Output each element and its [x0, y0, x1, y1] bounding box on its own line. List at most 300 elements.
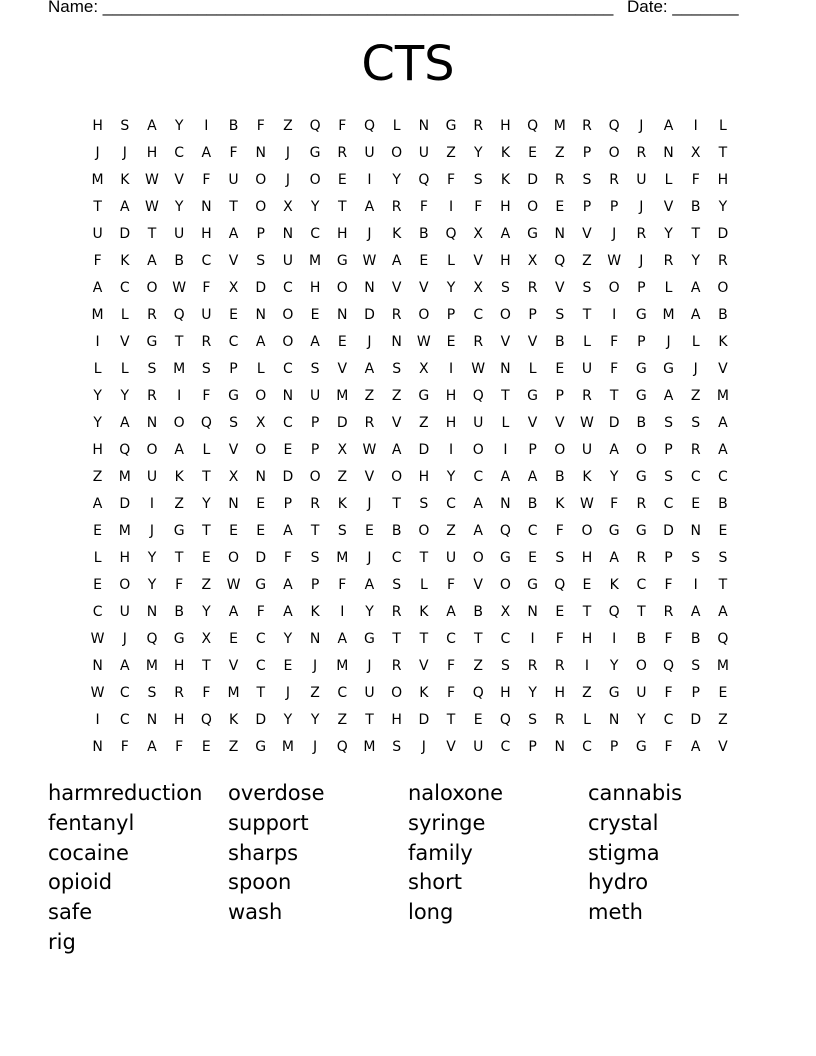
- grid-letter: H: [581, 630, 593, 647]
- grid-letter: W: [362, 441, 377, 458]
- grid-letter: J: [313, 657, 318, 674]
- grid-letter: B: [228, 117, 239, 134]
- grid-letter: A: [446, 603, 456, 620]
- grid-letter: C: [119, 684, 130, 701]
- grid-letter: R: [554, 657, 565, 674]
- grid-letter: G: [336, 252, 348, 269]
- grid-letter: I: [448, 360, 454, 377]
- grid-letter: V: [473, 576, 483, 593]
- grid-letter: F: [664, 630, 673, 647]
- grid-letter: Y: [609, 468, 619, 485]
- grid-letter: H: [146, 144, 158, 161]
- grid-letter: A: [337, 630, 348, 647]
- grid-letter: D: [418, 441, 430, 458]
- grid-letter: I: [584, 657, 590, 674]
- grid-letter: E: [337, 171, 347, 188]
- word-list-item: stigma: [588, 840, 660, 865]
- grid-letter: C: [201, 252, 212, 269]
- grid-letter: A: [364, 198, 375, 215]
- grid-letter: T: [256, 684, 265, 701]
- grid-letter: M: [91, 171, 104, 188]
- grid-letter: V: [663, 198, 674, 215]
- grid-letter: A: [663, 387, 674, 404]
- grid-letter: A: [609, 441, 619, 458]
- grid-letter: P: [528, 441, 537, 458]
- grid-letter: D: [119, 225, 131, 242]
- grid-letter: A: [283, 576, 293, 593]
- grid-letter: E: [365, 522, 374, 539]
- grid-letter: U: [418, 144, 429, 161]
- grid-letter: C: [92, 603, 103, 620]
- grid-letter: F: [338, 576, 347, 593]
- grid-letter: A: [283, 522, 293, 539]
- grid-letter: P: [555, 387, 564, 404]
- grid-letter: R: [364, 414, 375, 431]
- grid-letter: E: [283, 657, 293, 674]
- grid-letter: O: [472, 549, 484, 566]
- grid-letter: J: [421, 738, 426, 755]
- grid-letter: K: [555, 495, 565, 512]
- grid-letter: F: [664, 738, 673, 755]
- grid-letter: D: [255, 549, 267, 566]
- grid-letter: X: [283, 198, 293, 215]
- grid-letter: B: [174, 603, 184, 620]
- grid-letter: S: [201, 360, 211, 377]
- grid-letter: A: [718, 603, 728, 620]
- grid-letter: Z: [446, 144, 456, 161]
- grid-letter: K: [392, 225, 402, 242]
- grid-letter: Y: [609, 657, 619, 674]
- word-list-item: sharps: [228, 840, 299, 865]
- grid-letter: C: [283, 279, 293, 296]
- grid-letter: L: [583, 333, 591, 350]
- grid-letter: L: [501, 414, 510, 431]
- grid-letter: T: [202, 522, 211, 539]
- grid-letter: W: [471, 360, 486, 377]
- grid-letter: Y: [446, 279, 456, 296]
- grid-letter: E: [555, 198, 565, 215]
- grid-letter: G: [173, 630, 185, 647]
- grid-letter: E: [256, 522, 266, 539]
- grid-letter: R: [636, 495, 647, 512]
- grid-letter: O: [336, 279, 348, 296]
- grid-letter: M: [173, 360, 186, 377]
- grid-letter: M: [716, 657, 729, 674]
- grid-letter: X: [228, 468, 239, 485]
- grid-letter: G: [309, 144, 321, 161]
- grid-letter: Q: [608, 117, 620, 134]
- grid-letter: A: [690, 603, 701, 620]
- grid-letter: D: [717, 225, 729, 242]
- grid-letter: M: [145, 657, 159, 674]
- grid-letter: F: [338, 117, 347, 134]
- grid-letter: A: [500, 225, 511, 242]
- grid-letter: O: [499, 576, 511, 593]
- grid-letter: Z: [582, 684, 592, 701]
- grid-letter: R: [663, 603, 674, 620]
- grid-letter: T: [310, 522, 320, 539]
- grid-letter: S: [555, 306, 565, 323]
- grid-letter: D: [608, 414, 620, 431]
- grid-letter: C: [119, 711, 130, 728]
- grid-letter: Z: [228, 738, 239, 755]
- grid-letter: K: [120, 252, 130, 269]
- grid-letter: A: [201, 144, 212, 161]
- grid-letter: K: [582, 468, 592, 485]
- grid-letter: V: [473, 252, 483, 269]
- letter-grid: [84, 112, 736, 760]
- grid-letter: R: [147, 306, 157, 323]
- grid-letter: K: [337, 495, 347, 512]
- grid-letter: I: [95, 711, 100, 728]
- grid-letter: U: [146, 468, 158, 485]
- grid-letter: I: [693, 117, 698, 134]
- grid-letter: Q: [146, 630, 158, 647]
- grid-letter: M: [91, 306, 104, 323]
- grid-letter: A: [228, 225, 239, 242]
- grid-letter: A: [364, 360, 375, 377]
- grid-letter: O: [228, 549, 240, 566]
- grid-letter: S: [718, 549, 728, 566]
- grid-letter: O: [255, 171, 267, 188]
- grid-letter: E: [93, 576, 103, 593]
- grid-letter: T: [637, 603, 646, 620]
- grid-letter: Y: [473, 144, 483, 161]
- grid-letter: H: [337, 225, 348, 242]
- grid-letter: Y: [147, 549, 157, 566]
- grid-letter: J: [122, 630, 127, 647]
- grid-letter: W: [607, 252, 622, 269]
- grid-letter: J: [285, 144, 290, 161]
- grid-letter: X: [255, 414, 266, 431]
- grid-letter: S: [691, 549, 701, 566]
- word-list-item: safe: [48, 900, 93, 925]
- grid-letter: A: [690, 279, 701, 296]
- grid-letter: A: [310, 333, 320, 350]
- grid-letter: O: [255, 441, 267, 458]
- grid-letter: J: [122, 144, 127, 161]
- grid-letter: H: [581, 549, 593, 566]
- grid-letter: L: [93, 549, 102, 566]
- grid-letter: S: [473, 171, 483, 188]
- grid-letter: B: [174, 252, 184, 269]
- grid-letter: Q: [499, 522, 511, 539]
- grid-letter: T: [202, 657, 211, 674]
- grid-letter: T: [419, 630, 429, 647]
- grid-letter: H: [500, 117, 511, 134]
- grid-letter: W: [90, 684, 105, 701]
- grid-letter: K: [419, 684, 429, 701]
- grid-letter: E: [691, 495, 701, 512]
- grid-letter: H: [717, 171, 729, 188]
- grid-letter: F: [447, 684, 456, 701]
- grid-letter: R: [337, 144, 348, 161]
- grid-letter: T: [174, 333, 184, 350]
- grid-letter: R: [554, 171, 565, 188]
- grid-letter: U: [473, 414, 484, 431]
- grid-letter: T: [392, 495, 401, 512]
- grid-letter: M: [662, 306, 675, 323]
- grid-letter: A: [92, 495, 103, 512]
- grid-letter: C: [119, 279, 130, 296]
- grid-letter: F: [120, 738, 129, 755]
- grid-letter: Y: [283, 630, 293, 647]
- grid-letter: F: [691, 171, 700, 188]
- grid-letter: S: [555, 549, 565, 566]
- grid-letter: O: [418, 306, 430, 323]
- grid-letter: O: [255, 198, 267, 215]
- grid-letter: J: [367, 333, 372, 350]
- grid-letter: O: [309, 468, 321, 485]
- grid-letter: C: [500, 630, 511, 647]
- grid-letter: S: [256, 252, 266, 269]
- grid-letter: F: [202, 684, 211, 701]
- grid-letter: G: [418, 387, 430, 404]
- grid-letter: R: [201, 333, 212, 350]
- grid-letter: E: [229, 306, 238, 323]
- header-line: [48, 0, 748, 19]
- grid-letter: W: [362, 252, 377, 269]
- grid-letter: S: [691, 414, 701, 431]
- grid-letter: A: [473, 522, 483, 539]
- grid-letter: H: [173, 711, 185, 728]
- grid-letter: K: [174, 468, 184, 485]
- grid-letter: V: [228, 657, 239, 674]
- grid-letter: N: [146, 603, 158, 620]
- grid-letter: K: [500, 171, 510, 188]
- grid-letter: I: [612, 306, 617, 323]
- grid-letter: Q: [200, 711, 212, 728]
- page-title: CTS: [361, 36, 455, 92]
- grid-letter: I: [612, 630, 617, 647]
- word-list-item: support: [228, 810, 309, 835]
- grid-letter: P: [528, 738, 537, 755]
- grid-letter: L: [691, 333, 700, 350]
- grid-letter: D: [418, 711, 430, 728]
- grid-letter: C: [228, 333, 239, 350]
- grid-letter: N: [228, 495, 239, 512]
- grid-letter: E: [528, 144, 538, 161]
- grid-letter: J: [367, 225, 372, 242]
- grid-letter: V: [391, 414, 402, 431]
- grid-letter: N: [201, 198, 212, 215]
- grid-letter: P: [609, 738, 619, 755]
- grid-letter: D: [690, 711, 702, 728]
- grid-letter: F: [610, 360, 619, 377]
- grid-letter: G: [499, 549, 511, 566]
- grid-letter: E: [446, 333, 456, 350]
- grid-letter: F: [419, 198, 428, 215]
- grid-letter: G: [635, 522, 647, 539]
- grid-letter: Z: [419, 414, 429, 431]
- grid-letter: T: [365, 711, 374, 728]
- grid-letter: H: [554, 684, 566, 701]
- grid-letter: H: [500, 684, 511, 701]
- grid-letter: U: [228, 171, 239, 188]
- grid-letter: F: [555, 630, 564, 647]
- grid-letter: E: [555, 360, 565, 377]
- grid-letter: F: [202, 387, 211, 404]
- grid-letter: C: [283, 414, 293, 431]
- grid-letter: Y: [93, 414, 102, 431]
- grid-letter: V: [391, 279, 402, 296]
- grid-letter: R: [391, 603, 402, 620]
- grid-letter: L: [202, 441, 211, 458]
- grid-letter: F: [555, 522, 564, 539]
- grid-letter: B: [419, 225, 429, 242]
- grid-letter: R: [473, 117, 484, 134]
- grid-letter: P: [609, 198, 619, 215]
- word-list-item: family: [408, 840, 473, 865]
- grid-letter: E: [229, 630, 238, 647]
- grid-letter: A: [119, 414, 130, 431]
- grid-letter: I: [503, 441, 508, 458]
- grid-letter: G: [146, 333, 158, 350]
- grid-letter: O: [391, 468, 403, 485]
- grid-letter: O: [146, 441, 158, 458]
- grid-letter: W: [416, 333, 431, 350]
- grid-letter: N: [527, 603, 538, 620]
- grid-letter: P: [310, 576, 320, 593]
- grid-letter: D: [364, 306, 375, 323]
- grid-letter: J: [285, 684, 290, 701]
- grid-letter: V: [337, 360, 348, 377]
- grid-letter: C: [582, 738, 592, 755]
- grid-letter: V: [554, 279, 565, 296]
- grid-letter: J: [639, 117, 644, 134]
- grid-letter: M: [553, 117, 566, 134]
- word-list-item: spoon: [228, 870, 292, 895]
- grid-letter: N: [608, 711, 620, 728]
- grid-letter: W: [580, 495, 594, 512]
- grid-letter: F: [256, 117, 265, 134]
- grid-letter: F: [202, 279, 211, 296]
- grid-letter: L: [664, 171, 673, 188]
- grid-letter: H: [309, 279, 321, 296]
- grid-letter: D: [255, 279, 267, 296]
- grid-letter: F: [175, 576, 184, 593]
- grid-letter: O: [255, 387, 267, 404]
- grid-letter: D: [336, 414, 348, 431]
- grid-letter: W: [580, 414, 594, 431]
- grid-letter: S: [500, 279, 510, 296]
- grid-letter: N: [554, 225, 566, 242]
- grid-letter: V: [228, 441, 239, 458]
- grid-letter: E: [201, 549, 211, 566]
- grid-letter: F: [447, 171, 456, 188]
- grid-letter: E: [256, 495, 266, 512]
- grid-letter: I: [448, 198, 454, 215]
- grid-letter: V: [419, 279, 429, 296]
- grid-letter: C: [663, 711, 674, 728]
- grid-letter: C: [310, 225, 320, 242]
- grid-letter: V: [174, 171, 184, 188]
- grid-letter: R: [636, 225, 647, 242]
- grid-letter: O: [418, 522, 430, 539]
- grid-letter: F: [256, 603, 265, 620]
- grid-letter: U: [636, 684, 647, 701]
- grid-letter: A: [92, 279, 103, 296]
- grid-letter: G: [635, 306, 647, 323]
- grid-letter: R: [310, 495, 320, 512]
- grid-letter: M: [336, 387, 349, 404]
- grid-letter: O: [717, 279, 729, 296]
- grid-letter: Q: [336, 738, 348, 755]
- grid-letter: D: [282, 468, 294, 485]
- grid-letter: N: [92, 738, 103, 755]
- grid-letter: Z: [473, 657, 484, 674]
- grid-letter: B: [527, 495, 538, 512]
- grid-letter: S: [392, 360, 402, 377]
- grid-letter: V: [119, 333, 130, 350]
- grid-letter: T: [718, 576, 728, 593]
- word-list-item: naloxone: [408, 781, 504, 805]
- grid-letter: J: [95, 144, 100, 161]
- grid-letter: W: [145, 198, 159, 215]
- grid-letter: S: [337, 522, 347, 539]
- grid-letter: A: [527, 468, 538, 485]
- grid-letter: U: [364, 144, 375, 161]
- grid-letter: F: [610, 333, 619, 350]
- grid-letter: E: [582, 576, 592, 593]
- grid-letter: H: [173, 657, 185, 674]
- grid-letter: R: [554, 711, 565, 728]
- grid-letter: N: [255, 468, 266, 485]
- grid-letter: Q: [119, 441, 131, 458]
- grid-letter: S: [120, 117, 130, 134]
- grid-letter: D: [663, 522, 674, 539]
- grid-letter: G: [255, 738, 267, 755]
- grid-letter: N: [146, 414, 158, 431]
- word-list-item: fentanyl: [48, 810, 135, 835]
- grid-letter: Q: [608, 603, 620, 620]
- grid-letter: T: [582, 306, 592, 323]
- grid-letter: H: [201, 225, 212, 242]
- grid-letter: A: [609, 549, 619, 566]
- grid-letter: F: [283, 549, 292, 566]
- grid-letter: N: [282, 387, 294, 404]
- grid-letter: V: [228, 252, 239, 269]
- grid-letter: S: [147, 360, 157, 377]
- grid-letter: R: [718, 252, 728, 269]
- grid-letter: Y: [392, 171, 401, 188]
- grid-letter: L: [419, 576, 428, 593]
- grid-letter: O: [635, 657, 647, 674]
- grid-letter: P: [310, 441, 320, 458]
- grid-letter: E: [310, 306, 320, 323]
- grid-letter: T: [501, 387, 510, 404]
- grid-letter: C: [446, 495, 456, 512]
- grid-letter: R: [391, 198, 402, 215]
- grid-letter: A: [255, 333, 266, 350]
- grid-letter: T: [582, 603, 592, 620]
- grid-letter: R: [663, 252, 674, 269]
- grid-letter: O: [527, 198, 539, 215]
- grid-letter: Y: [283, 711, 293, 728]
- grid-letter: Y: [202, 603, 211, 620]
- grid-letter: V: [718, 738, 728, 755]
- grid-letter: J: [285, 171, 290, 188]
- grid-letter: G: [228, 387, 239, 404]
- grid-letter: J: [367, 549, 372, 566]
- word-list-item: long: [408, 900, 454, 925]
- grid-letter: O: [119, 576, 131, 593]
- grid-letter: X: [228, 279, 239, 296]
- grid-letter: Z: [718, 711, 728, 728]
- grid-letter: U: [445, 549, 457, 566]
- grid-letter: Z: [92, 468, 103, 485]
- grid-letter: G: [635, 738, 647, 755]
